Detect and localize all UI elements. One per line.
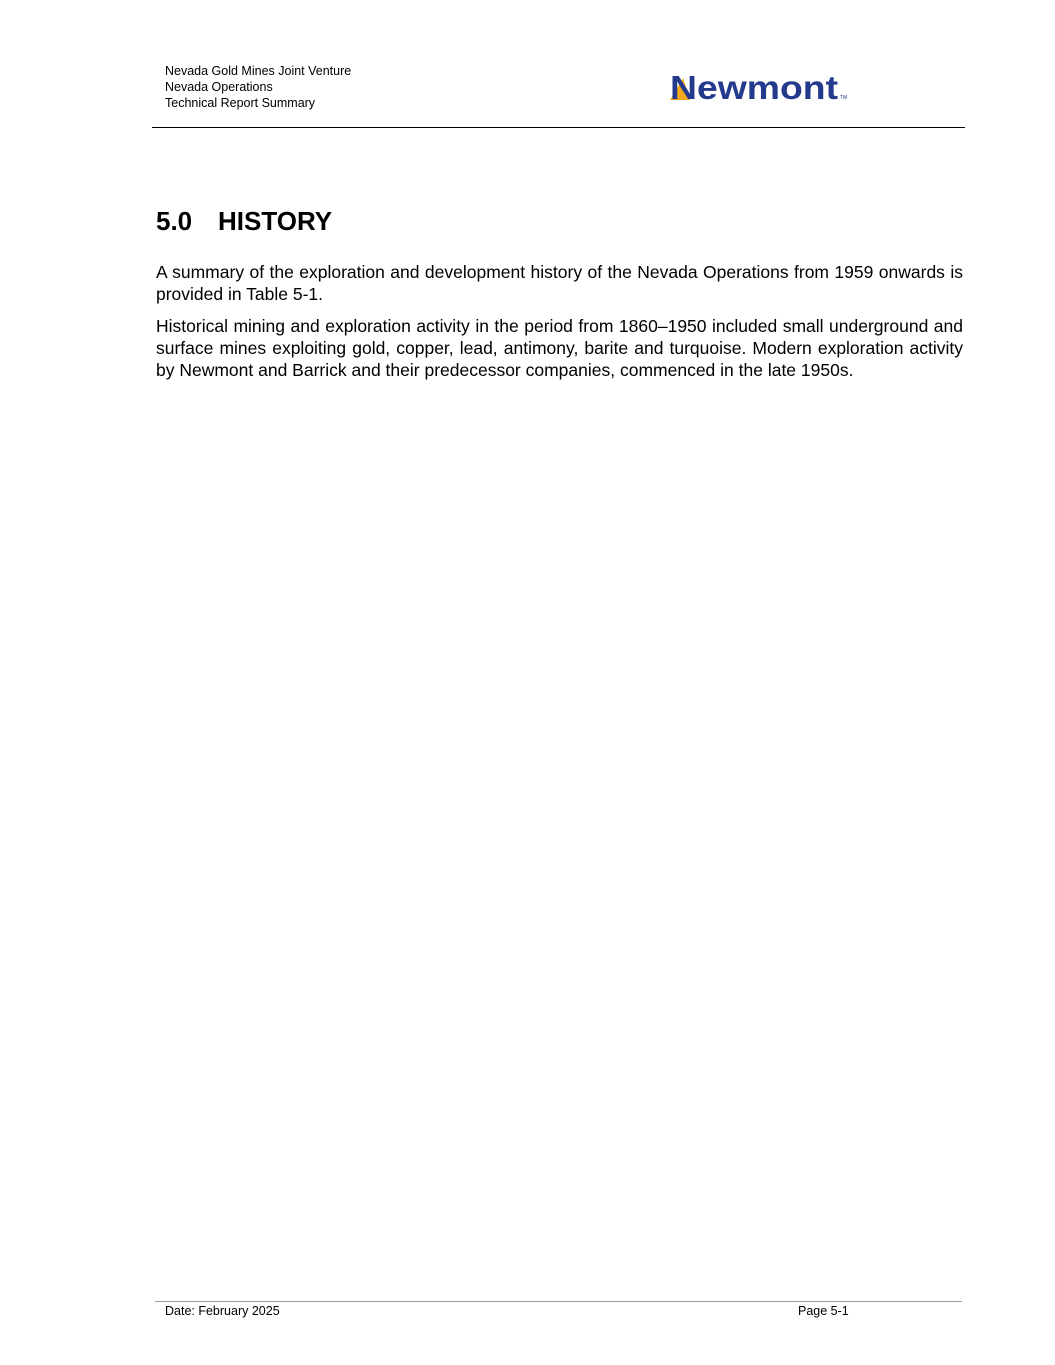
report-header <box>165 63 351 111</box>
section-number: 5.0 <box>156 206 193 236</box>
paragraph-summary: A summary of the exploration and development history of the Nevada Operations from 1959 onwards is provided in Table 5-1. <box>156 262 963 304</box>
footer-date: Date: February 2025 <box>165 1304 280 1318</box>
header-divider <box>152 127 965 128</box>
logo-wordmark: Newmont <box>670 70 839 104</box>
newmont-logo <box>670 70 860 104</box>
section-heading <box>156 205 332 237</box>
section-body <box>156 261 963 391</box>
header-report-line: Technical Report Summary <box>165 96 316 110</box>
footer-page-number: Page 5-1 <box>798 1304 849 1318</box>
footer-divider <box>155 1301 962 1302</box>
header-company-line: Nevada Gold Mines Joint Venture <box>165 64 352 78</box>
section-title: HISTORY <box>218 206 333 236</box>
logo-trademark: TM <box>840 95 848 101</box>
header-operations-line: Nevada Operations <box>165 80 273 94</box>
paragraph-historical-mining: Historical mining and exploration activity in the period from 1860–1950 included small underground and surface mines exploiting gold, copper, lead, antimony, barite and turquoise. Modern exploration activity by Newmont and Barrick and their predecessor companies, commenced in the late 1950s. <box>156 316 963 380</box>
